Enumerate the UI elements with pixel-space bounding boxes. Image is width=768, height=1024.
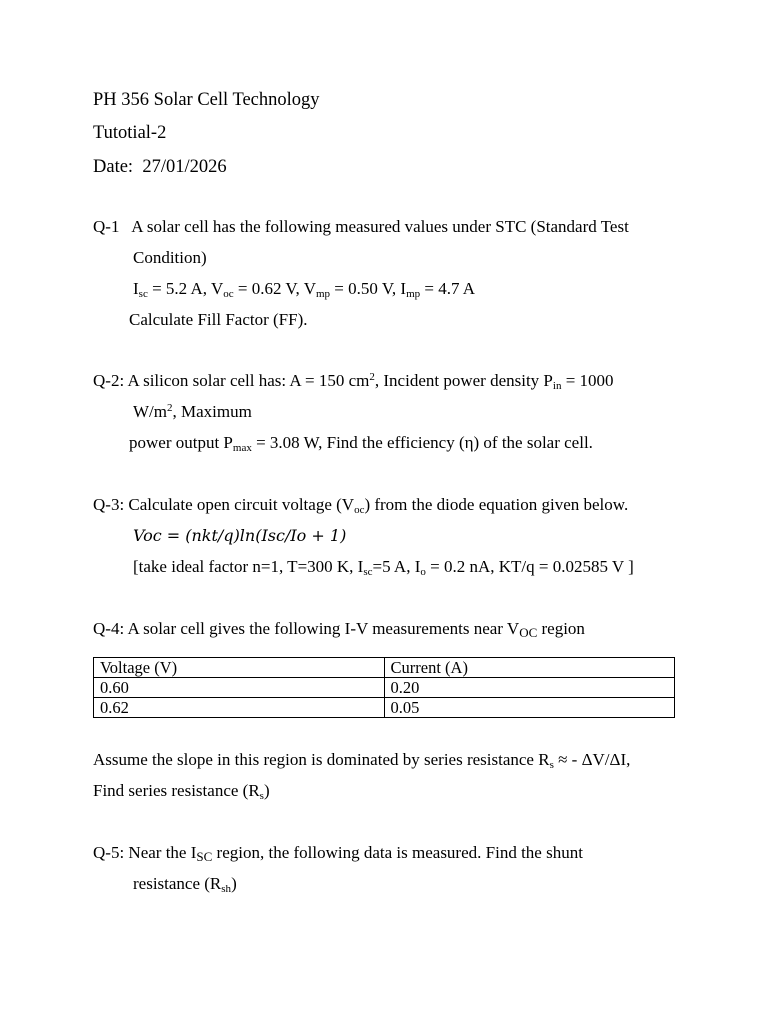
q1-label: Q-1: [93, 217, 120, 236]
table-header-row: [94, 658, 675, 678]
q1-line2: Condition): [133, 248, 207, 267]
q5-label: Q-5:: [93, 843, 125, 862]
q4-label: Q-4:: [93, 619, 125, 638]
table-row: [94, 698, 675, 718]
q2-label: Q-2:: [93, 371, 125, 390]
q5-line1: Q-5: Near the $I_{SC}$ region, the following data is measured. Find the shunt: [93, 843, 583, 864]
q3-label: Q-3:: [93, 495, 125, 514]
q1-values: $I_{sc} = 5.2$ A, $V_{oc} = 0.62$ V, $V_{mp} = 0.50$ V, $I_{mp} = 4.7$ A: [133, 279, 476, 300]
table-cell: 0.05: [384, 698, 675, 718]
table-cell: 0.60: [94, 678, 385, 698]
course-title: PH 356 Solar Cell Technology: [93, 90, 320, 110]
table-header-cell: Voltage (V): [94, 658, 385, 678]
q4-find: Find series resistance $(R_s)$: [93, 781, 270, 802]
q4-assume: Assume the slope in this region is dominated by series resistance $R_s$ ≈ - ΔV/ΔI,: [93, 750, 631, 771]
table-header-cell: Current (A): [384, 658, 675, 678]
q2-line2: $W/m^2$, Maximum: [133, 402, 252, 421]
date-value: 27/01/2026: [142, 157, 227, 177]
table-row: [94, 678, 675, 698]
q3-line1: Q-3: Calculate open circuit voltage $(V_{oc})$ from the diode equation given below.: [93, 495, 629, 516]
q3-given: [take ideal factor n=1, T=300 K, $I_{sc}=5$ A, $I_o = 0.2$ nA, KT/q = 0.02585 V ]: [133, 557, 634, 578]
q4-line1: Q-4: A solar cell gives the following I-V measurements near $V_{OC}$ region: [93, 619, 585, 640]
date-line: Date: 27/01/2026: [93, 157, 227, 177]
tutorial-title: Tutotial-2: [93, 123, 167, 143]
q2-line1: Q-2: A silicon solar cell has: A = 150 $cm^2$, Incident power density $P_{in} = 1000$: [93, 371, 614, 392]
q5-line2: resistance $(R_{sh})$: [133, 874, 237, 895]
q2-line3: power output $P_{max} = 3.08$ W, Find the efficiency (η) of the solar cell.: [129, 433, 593, 454]
q1-task: Calculate Fill Factor (FF).: [129, 310, 308, 329]
q3-equation: Voc = (nkt/q)ln(Isc/Io + 1): [133, 526, 347, 545]
iv-table: [93, 657, 675, 718]
table-cell: 0.20: [384, 678, 675, 698]
table-cell: 0.62: [94, 698, 385, 718]
q1-line1: Q-1 A solar cell has the following measured values under STC (Standard Test: [93, 217, 629, 236]
